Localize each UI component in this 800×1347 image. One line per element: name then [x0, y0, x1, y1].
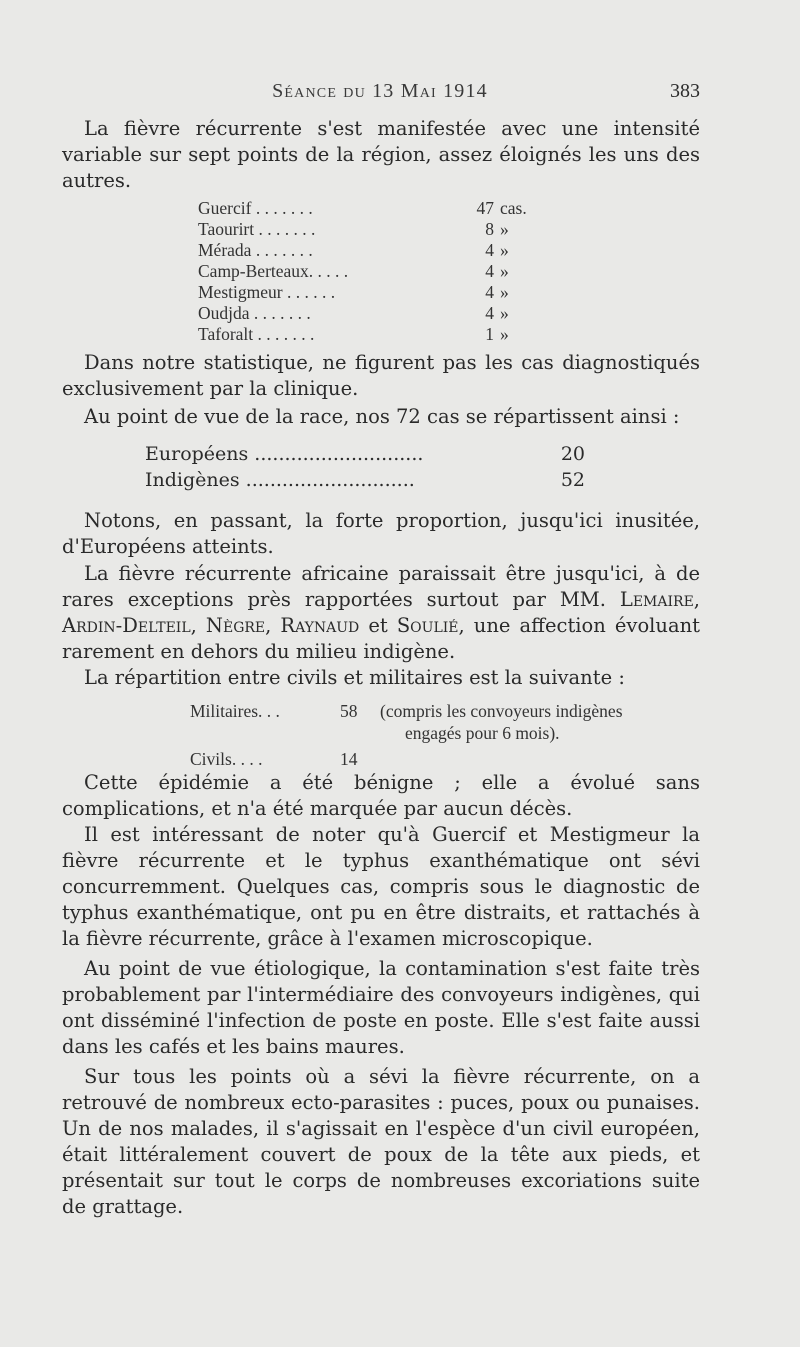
- location-count: 47: [476, 198, 494, 218]
- statistique-paragraph: Dans notre statistique, ne figurent pas les cas diagnostiqués exclusivement par la clinique.: [62, 351, 700, 400]
- running-header: [60, 80, 700, 116]
- militaires-count: 58: [340, 701, 358, 721]
- parasites-paragraph: Sur tous les points où a sévi la fièvre récurrente, on a retrouvé de nombreux ecto-parasites : puces, poux ou punaises. Un de nos malades, il s'agissait en l'espèce d'un civil européen, était littéralement couvert de poux de la tête aux pieds, et présentait sur tout le corps de nombreuses excoriations suite de grattage.: [62, 1065, 700, 1218]
- header-prefix: Séance du: [272, 80, 366, 102]
- page-number: 383: [670, 80, 700, 102]
- location-unit: »: [500, 282, 509, 302]
- race-name: Indigènes ............................: [145, 469, 415, 491]
- location-name: Guercif . . . . . . .: [198, 198, 313, 218]
- epidemie-paragraph: Cette épidémie a été bénigne ; elle a évolué sans complications, et n'a été marquée par aucun décès.: [62, 771, 700, 820]
- author-raynaud: Raynaud: [280, 614, 360, 637]
- table-row: [145, 467, 605, 493]
- africaine-text-b: , une affection évoluant rarement en dehors du milieu indigène.: [62, 614, 700, 663]
- location-count: 1: [485, 324, 494, 344]
- civils-label: Civils. . . .: [190, 749, 263, 769]
- location-unit: »: [500, 219, 509, 239]
- author-lemaire: Lemaire: [619, 588, 694, 611]
- location-name: Oudjda . . . . . . .: [198, 303, 311, 323]
- table-row: [198, 198, 568, 219]
- civils-count: 14: [340, 749, 358, 769]
- author-soulie: Soulié: [396, 614, 459, 637]
- header-month: Mai: [400, 80, 437, 102]
- location-count: 8: [485, 219, 494, 239]
- table-row: [198, 219, 568, 240]
- table-row: [190, 748, 710, 770]
- militaires-note: (compris les convoyeurs indigènes: [380, 701, 623, 721]
- race-paragraph: Au point de vue de la race, nos 72 cas se répartissent ainsi :: [84, 405, 680, 428]
- etiologique-paragraph: Au point de vue étiologique, la contamination s'est faite très probablement par l'intermédiaire des convoyeurs indigènes, qui ont disséminé l'infection de poste en poste. Elle s'est faite aussi dans les cafés et les bains maures.: [62, 957, 700, 1058]
- location-name: Mérada . . . . . . .: [198, 240, 313, 260]
- location-count: 4: [485, 282, 494, 302]
- race-count: 52: [560, 469, 585, 491]
- table-row: [198, 303, 568, 324]
- table-row: [198, 282, 568, 303]
- location-name: Taourirt . . . . . . .: [198, 219, 316, 239]
- location-unit: »: [500, 261, 509, 281]
- locations-table: [198, 198, 568, 345]
- header-day: 13: [372, 80, 395, 102]
- notons-paragraph: Notons, en passant, la forte proportion, jusqu'ici inusitée, d'Européens atteints.: [62, 509, 700, 558]
- race-name: Européens ............................: [145, 443, 424, 465]
- location-name: Taforalt . . . . . . .: [198, 324, 315, 344]
- table-row: [198, 324, 568, 345]
- location-count: 4: [485, 303, 494, 323]
- location-unit: »: [500, 303, 509, 323]
- header-year: 1914: [443, 80, 488, 102]
- intro-paragraph: La fièvre récurrente s'est manifestée avec une intensité variable sur sept points de la région, assez éloignés les uns des autres.: [62, 117, 700, 192]
- africaine-paragraph: La fièvre récurrente africaine paraissait être jusqu'ici, à de rares exceptions près rapportées surtout par MM. Lemaire, Ardin-Delteil, Nègre, Raynaud et Soulié, une affection évoluant rarement en dehors du milieu indigène.: [62, 562, 700, 663]
- header-title: [60, 80, 700, 103]
- table-row: [198, 261, 568, 282]
- table-row: [145, 441, 605, 467]
- table-row: [198, 240, 568, 261]
- author-negre: Nègre: [205, 614, 266, 637]
- race-count: 20: [560, 443, 585, 465]
- militaires-note-continued: engagés pour 6 mois).: [405, 723, 560, 743]
- table-row: [190, 700, 710, 722]
- location-count: 4: [485, 261, 494, 281]
- africaine-text-a: La fièvre récurrente africaine paraissait être jusqu'ici, à de rares exceptions près rapportées surtout par MM.: [62, 562, 700, 611]
- civil-military-table: [190, 700, 710, 770]
- author-ardin: Ardin-Delteil: [62, 614, 191, 637]
- repartition-paragraph: La répartition entre civils et militaires est la suivante :: [84, 666, 625, 689]
- location-unit: »: [500, 324, 509, 344]
- race-table: [145, 441, 605, 493]
- location-count: 4: [485, 240, 494, 260]
- militaires-label: Militaires. . .: [190, 701, 280, 721]
- interessant-paragraph: Il est intéressant de noter qu'à Guercif et Mestigmeur la fièvre récurrente et le typhus exanthématique ont sévi concurremment. Quelques cas, compris sous le diagnostic de typhus exanthématique, ont pu en être distraits, et rattachés à la fièvre récurrente, grâce à l'examen microscopique.: [62, 823, 700, 950]
- location-name: Mestigmeur . . . . . .: [198, 282, 336, 302]
- location-unit: cas.: [500, 198, 527, 218]
- location-unit: »: [500, 240, 509, 260]
- location-name: Camp-Berteaux. . . . .: [198, 261, 349, 281]
